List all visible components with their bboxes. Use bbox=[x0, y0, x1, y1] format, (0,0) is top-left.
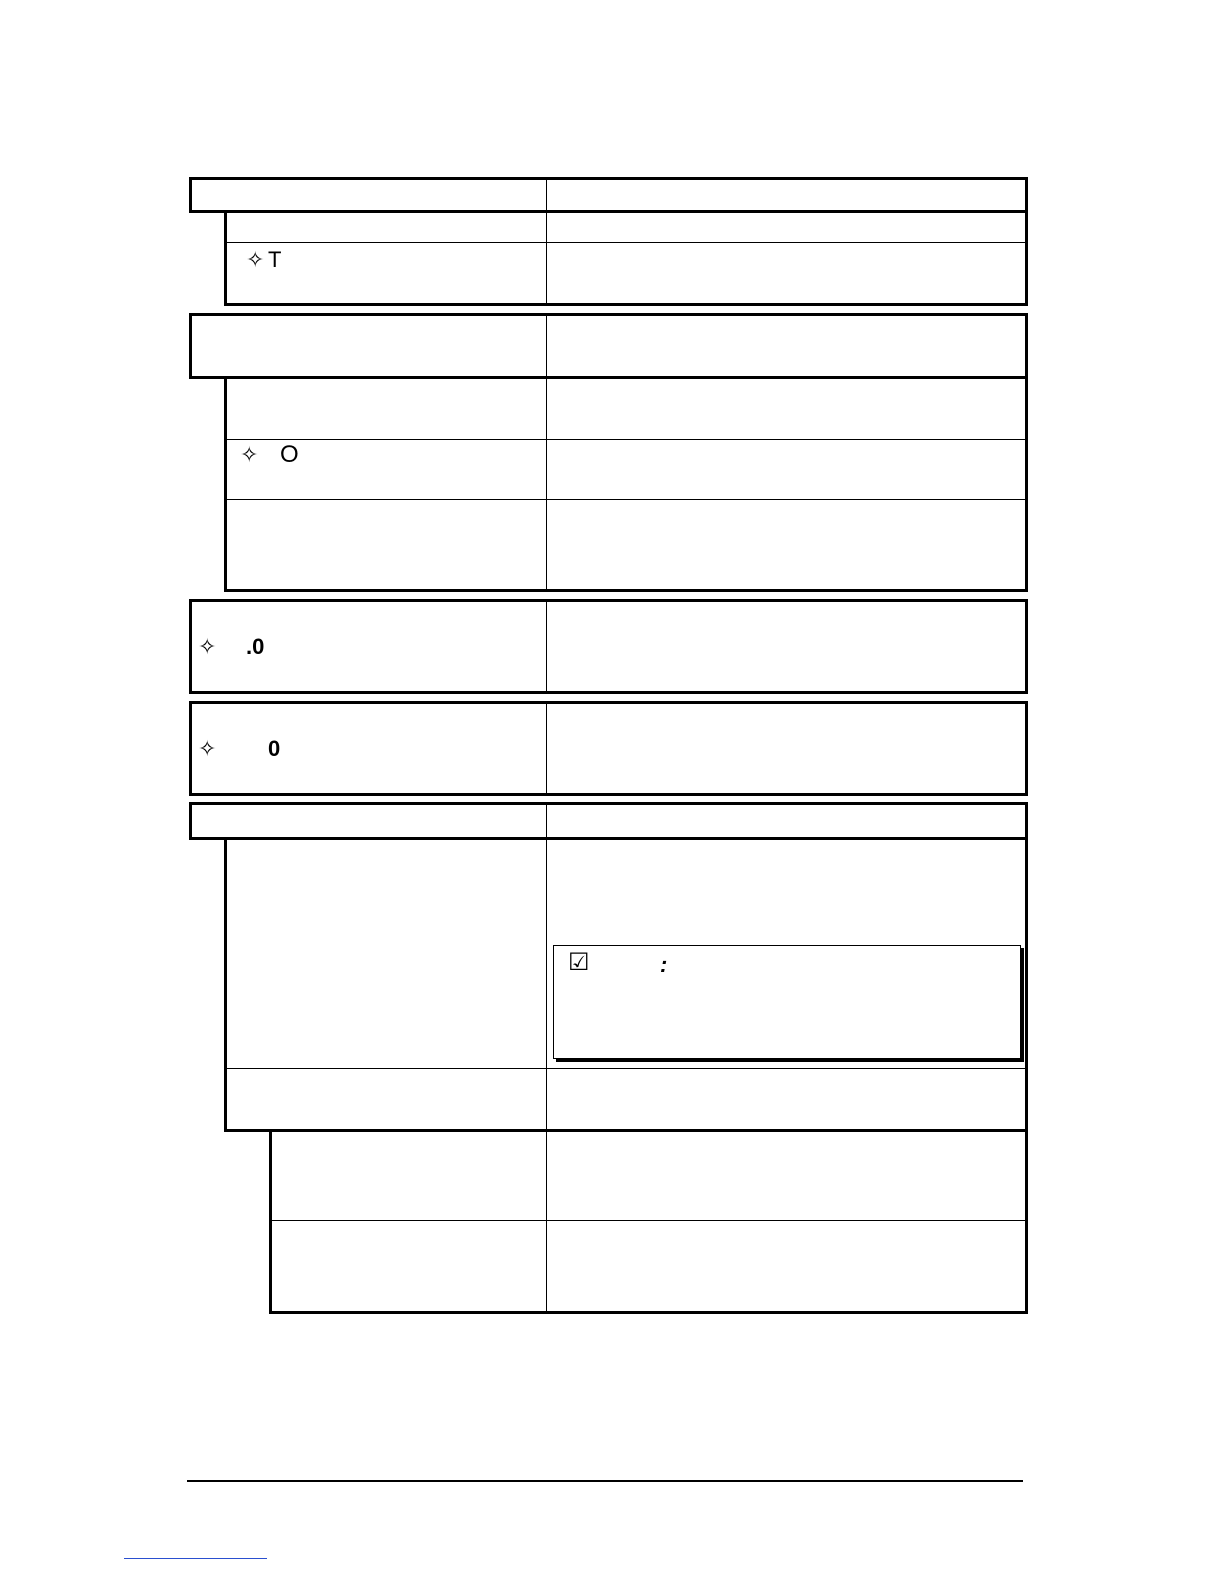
row-label: 0 bbox=[268, 736, 281, 761]
row-label: .0 bbox=[246, 634, 265, 659]
section-body bbox=[224, 376, 1028, 592]
section-header-row bbox=[189, 177, 1028, 213]
column-divider bbox=[546, 704, 547, 793]
footer-rule bbox=[187, 1480, 1023, 1482]
row-divider bbox=[226, 439, 1026, 440]
column-divider bbox=[546, 180, 547, 304]
row-divider bbox=[226, 242, 1026, 243]
note-box bbox=[553, 945, 1021, 1059]
section-row bbox=[189, 599, 1028, 694]
sparkle-icon: ✧ bbox=[246, 247, 265, 272]
row-divider bbox=[226, 1068, 1026, 1069]
row-label: T bbox=[268, 247, 282, 272]
sparkle-icon: ✧ bbox=[198, 736, 217, 761]
note-label: : bbox=[660, 952, 668, 977]
section-row bbox=[189, 701, 1028, 796]
column-divider bbox=[546, 805, 547, 1311]
row-divider bbox=[272, 1220, 1026, 1221]
checkbox-checked-icon: ☑ bbox=[568, 949, 590, 976]
sparkle-icon: ✧ bbox=[198, 634, 217, 659]
subsection-body bbox=[269, 1129, 1028, 1314]
section-header-row bbox=[189, 313, 1028, 379]
sparkle-icon: ✧ bbox=[240, 442, 259, 467]
row-divider bbox=[226, 499, 1026, 500]
section-header-row bbox=[189, 802, 1028, 840]
footer-link-underline[interactable] bbox=[124, 1558, 267, 1559]
column-divider bbox=[546, 602, 547, 691]
row-label: O bbox=[280, 441, 299, 468]
column-divider bbox=[546, 316, 547, 590]
section-body bbox=[224, 210, 1028, 306]
